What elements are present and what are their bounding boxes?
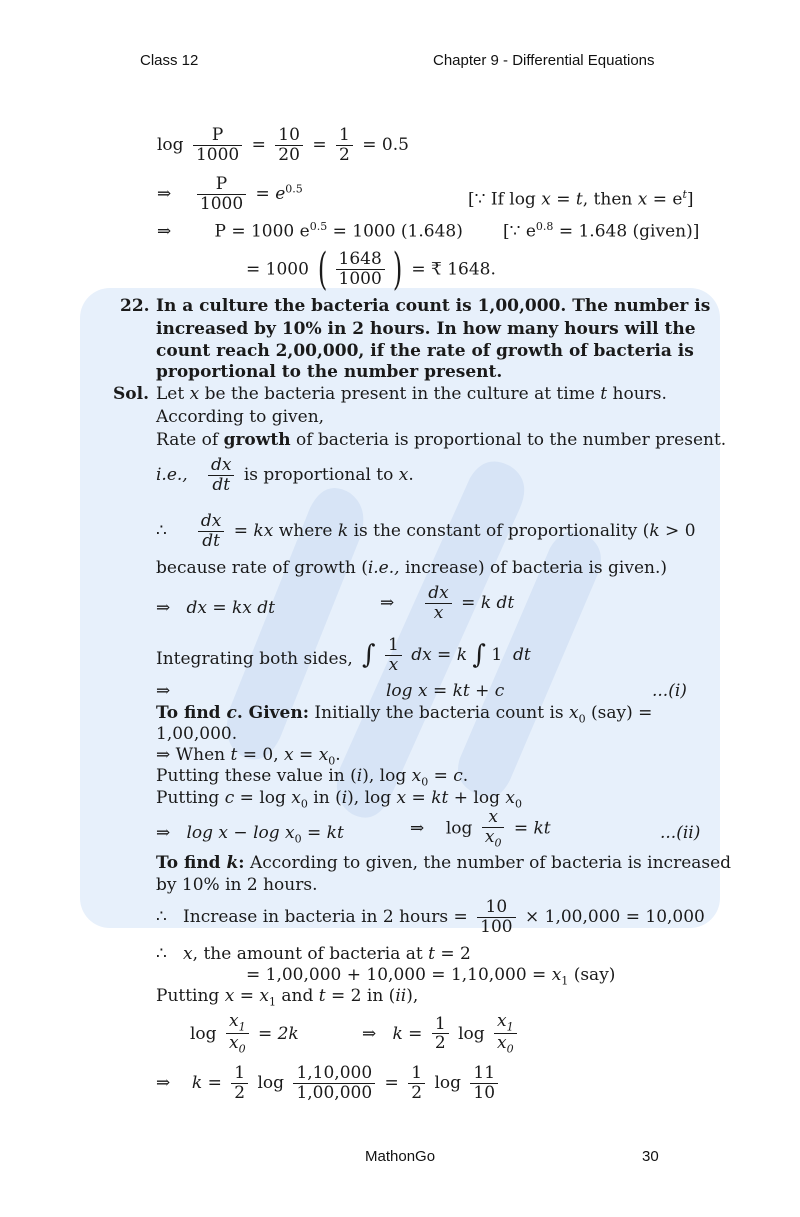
top-line-2-reason: [∵ If log x = t, then $x = e^t$] [468,188,694,210]
question-line-2: increased by 10% in 2 hours. In how many hours will the [156,319,696,339]
question-line-1: In a culture the bacteria count is 1,00,000. The number is [156,296,711,316]
sol-line-4: i.e., $\frac{dx}{dt}$ is proportional to x. [156,455,414,495]
sol-line-18: ∴ Increase in bacteria in 2 hours = $\frac{10}{100}$ × 1,00,000 = 10,000 [156,897,705,937]
top-line-3: ⇒ P = 1000 $e^{0.5} = 1000$ (1.648) [157,220,463,242]
sol-line-7b: ⇒ $\frac{dx}{x}$ = k dt [380,583,515,623]
top-line-1: log $\frac{P}{1000}$ = $\frac{10}{20}$ = $\frac{1}{2}$ = 0.5 [157,125,409,165]
sol-line-12: ⇒ When t = 0, $x = x_0$. [156,745,341,768]
sol-line-17: by 10% in 2 hours. [156,875,318,895]
sol-label: Sol. [113,384,149,404]
sol-line-14: Putting $c = \log x_0$ in (i), log x = kt + $\log x_0$ [156,788,522,811]
sol-line-1: Let x be the bacteria present in the culture at time t hours. [156,384,667,404]
sol-line-21: Putting $x = x_1$ and t = 2 in (ii), [156,986,419,1009]
top-line-2: ⇒ $\frac{P}{1000}$ = $e^{0.5}$ [157,174,303,214]
header-chapter: Chapter 9 - Differential Equations [433,52,655,69]
sol-line-8a: Integrating both sides, [156,649,353,669]
question-line-4: proportional to the number present. [156,362,503,382]
top-line-3-reason: [∵ $e^{0.8} = 1.648$ (given)] [503,220,700,242]
sol-line-9b: log x = kt + c [386,681,505,701]
sol-line-10: To find c. Given: Initially the bacteria count is $x_0$ (say) = [156,703,653,726]
sol-line-3: Rate of growth of bacteria is proportional to the number present. [156,430,727,450]
top-line-4: = 1000 ( $\frac{1648}{1000}$ ) = ₹ 1648. [246,244,496,295]
question-number: 22. [120,296,150,316]
sol-line-6: because rate of growth (i.e., increase) of bacteria is given.) [156,558,668,578]
sol-line-20: = $1,00,000 + 10,000 = 1,10,000 = x_1$ (say) [246,965,616,988]
sol-line-15a: ⇒ $\log x - \log x_0$ = kt [156,823,344,846]
sol-line-22b: ⇒ k = $\frac{1}{2}$ log $\frac{x_1}{x_0}$ [362,1012,521,1057]
sol-line-13: Putting these value in (i), $\log x_0 = c$. [156,766,469,789]
sol-line-23: ⇒ k = $\frac{1}{2}$ log $\frac{1,10,000}{1,00,000}$ = $\frac{1}{2}$ log $\frac{11}{10}$ [156,1064,502,1103]
tag-ii: ...(ii) [660,823,701,843]
sol-line-15b: ⇒ log $\frac{x}{x_0}$ = kt [410,807,551,850]
sol-line-22a: log $\frac{x_1}{x_0}$ = 2k [190,1011,299,1056]
sol-line-5: ∴ $\frac{dx}{dt}$ = kx where k is the constant of proportionality (k > 0 [156,511,696,551]
sol-line-8b: ∫ $\frac{1}{x}$ dx = k ∫ 1 dt [362,635,531,675]
page-number: 30 [642,1148,659,1165]
question-line-3: count reach 2,00,000, if the rate of growth of bacteria is [156,341,694,361]
sol-line-16: To find k: According to given, the number of bacteria is increased [156,853,732,873]
sol-line-19: ∴ x, the amount of bacteria at t = 2 [156,944,471,964]
sol-line-11: 1,00,000. [156,724,238,744]
tag-i: ...(i) [652,681,687,701]
sol-line-7a: ⇒ dx = kx dt [156,598,275,618]
sol-line-9a: ⇒ [156,681,171,701]
footer-brand: MathonGo [365,1148,436,1165]
sol-line-2: According to given, [156,407,325,427]
header-class: Class 12 [140,52,199,69]
